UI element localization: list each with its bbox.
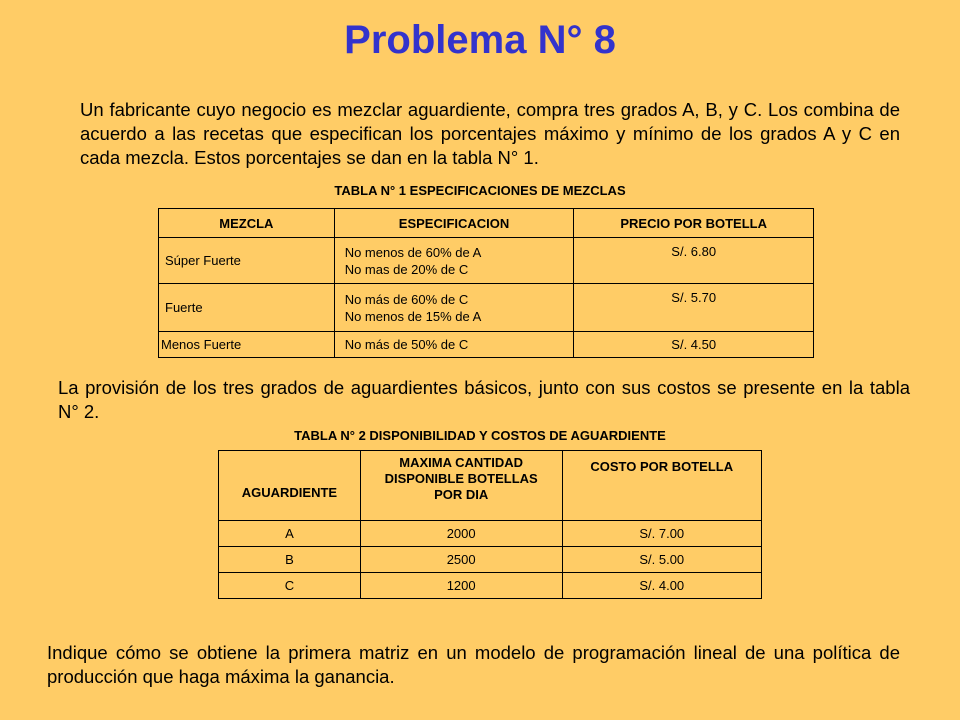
- quantity-cell: 2500: [360, 547, 562, 573]
- column-header: COSTO POR BOTELLA: [562, 451, 762, 521]
- intro-paragraph: Un fabricante cuyo negocio es mezclar aguardiente, compra tres grados A, B, y C. Los combina de acuerdo a las recetas que especifican los porcentajes máximo y mínimo de los grados A y C en cada mezcla. Estos porcentajes se dan en la tabla N° 1.: [80, 99, 900, 168]
- cost-cell: S/. 5.00: [562, 547, 762, 573]
- table-header-row: [159, 209, 814, 238]
- spec-line: No menos de 60% de A: [344, 244, 482, 260]
- mix-name-cell: Menos Fuerte: [159, 332, 335, 358]
- aguardiente-cell: C: [219, 573, 361, 599]
- column-header: AGUARDIENTE: [219, 451, 361, 521]
- spec-cell: [334, 284, 574, 332]
- column-header: PRECIO POR BOTELLA: [574, 209, 814, 238]
- quantity-cell: 1200: [360, 573, 562, 599]
- quantity-cell: 2000: [360, 521, 562, 547]
- table2-caption: TABLA N° 2 DISPONIBILIDAD Y COSTOS DE AGUARDIENTE: [294, 428, 666, 443]
- column-header: ESPECIFICACION: [334, 209, 574, 238]
- column-header: MAXIMA CANTIDAD DISPONIBLE BOTELLAS POR DIA: [360, 451, 562, 521]
- table-row: [219, 521, 762, 547]
- supply-cost-table: [218, 450, 762, 599]
- spec-line: No mas de 20% de C: [344, 261, 469, 277]
- price-cell: S/. 6.80: [574, 238, 814, 284]
- table-row: [159, 284, 814, 332]
- price-cell: S/. 5.70: [574, 284, 814, 332]
- table-row: [219, 573, 762, 599]
- cost-cell: S/. 4.00: [562, 573, 762, 599]
- slide-title: Problema N° 8: [344, 18, 616, 62]
- spec-line: No más de 60% de C: [344, 291, 469, 307]
- price-cell: S/. 4.50: [574, 332, 814, 358]
- table-header-row: [219, 451, 762, 521]
- mix-name-cell: Fuerte: [159, 284, 335, 332]
- column-header: MEZCLA: [159, 209, 335, 238]
- table-row: [159, 332, 814, 358]
- cost-cell: S/. 7.00: [562, 521, 762, 547]
- mixes-spec-table: [158, 208, 814, 358]
- aguardiente-cell: B: [219, 547, 361, 573]
- table-row: [219, 547, 762, 573]
- supply-paragraph: La provisión de los tres grados de aguardientes básicos, junto con sus costos se presente en la tabla N° 2.: [58, 377, 910, 422]
- table-row: [159, 238, 814, 284]
- table1-caption: TABLA N° 1 ESPECIFICACIONES DE MEZCLAS: [334, 183, 626, 198]
- mix-name-cell: Súper Fuerte: [159, 238, 335, 284]
- spec-cell: [334, 238, 574, 284]
- question-paragraph: Indique cómo se obtiene la primera matriz en un modelo de programación lineal de una política de producción que haga máxima la ganancia.: [47, 642, 900, 687]
- spec-cell: No más de 50% de C: [334, 332, 574, 358]
- spec-line: No menos de 15% de A: [344, 308, 482, 324]
- aguardiente-cell: A: [219, 521, 361, 547]
